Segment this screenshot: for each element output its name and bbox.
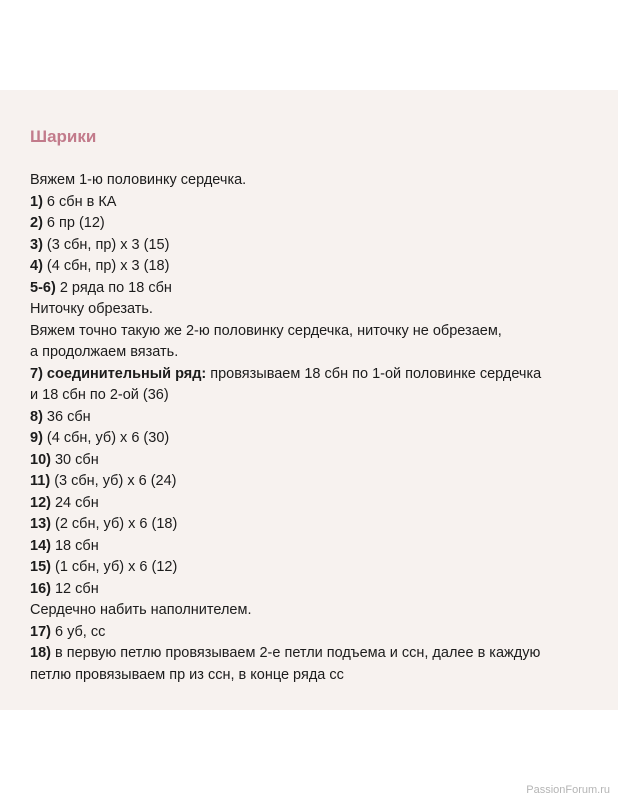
instruction-line: Сердечно набить наполнителем. xyxy=(30,602,252,618)
instruction-line: 5-6) 2 ряда по 18 сбн xyxy=(30,279,172,296)
section-title: Шарики xyxy=(30,127,97,146)
instruction-line: а продолжаем вязать. xyxy=(30,344,179,360)
instruction-line: 11) (3 сбн, уб) х 6 (24) xyxy=(30,473,177,489)
instruction-line: 15) (1 сбн, уб) х 6 (12) xyxy=(30,559,178,575)
instruction-line: Ниточку обрезать. xyxy=(30,301,153,317)
instruction-line: Вяжем точно такую же 2-ю половинку сердечка, ниточку не обрезаем, xyxy=(30,322,502,339)
instruction-line: 7) соединительный ряд: провязываем 18 сбн по 1-ой половинке сердечка xyxy=(30,365,542,382)
instruction-line: 18) в первую петлю провязываем 2-е петли подъема и ссн, далее в каждую xyxy=(30,645,541,661)
instruction-line: 1) 6 сбн в КА xyxy=(30,193,117,210)
instruction-line: 3) (3 сбн, пр) х 3 (15) xyxy=(30,236,170,253)
instruction-line: 14) 18 сбн xyxy=(30,537,99,554)
instruction-line: 17) 6 уб, сс xyxy=(30,623,106,640)
instruction-line: 9) (4 сбн, уб) х 6 (30) xyxy=(30,430,170,446)
instruction-line: 2) 6 пр (12) xyxy=(30,215,105,231)
instruction-line: Вяжем 1-ю половинку сердечка. xyxy=(30,172,247,188)
recipe-card xyxy=(0,90,618,710)
watermark: PassionForum.ru xyxy=(526,784,610,796)
instruction-line: 13) (2 сбн, уб) х 6 (18) xyxy=(30,516,178,532)
instruction-line: 10) 30 сбн xyxy=(30,451,99,468)
instruction-line: петлю провязываем пр из ссн, в конце ряда сс xyxy=(30,666,344,683)
instruction-line: 8) 36 сбн xyxy=(30,408,91,425)
instruction-line: 16) 12 сбн xyxy=(30,580,99,597)
instruction-line: 12) 24 сбн xyxy=(30,494,99,511)
instruction-line: и 18 сбн по 2-ой (36) xyxy=(30,387,169,403)
instructions-body xyxy=(30,170,590,686)
instruction-line: 4) (4 сбн, пр) х 3 (18) xyxy=(30,258,170,274)
